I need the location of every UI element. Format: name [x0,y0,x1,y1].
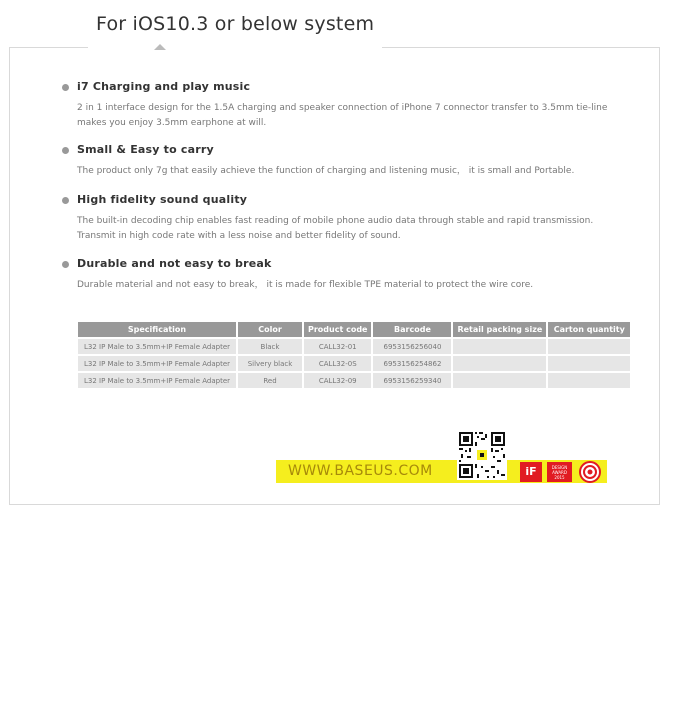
feature-description: The built-in decoding chip enables fast reading of mobile phone audio data through stable and rapid transmission. Transmit in high code rate with a less noise and better fidelity of sound. [77,216,594,241]
if-award-logo: iF [520,462,542,482]
table-cell: 6953156256040 [373,337,451,354]
bullet-icon [62,84,69,91]
reddot-award-icon [579,461,601,483]
table-cell [548,354,630,371]
website-url[interactable]: WWW.BASEUS.COM [288,463,433,479]
design-award-label: DESIGN AWARD 2015 [547,462,572,482]
table-cell: Black [238,337,302,354]
table-cell: L32 IP Male to 3.5mm+IP Female Adapter [78,337,236,354]
feature-description: The product only 7g that easily achieve the function of charging and listening music， it is small and Portable. [77,166,575,176]
table-row [78,354,630,371]
column-header: Product code [304,322,371,337]
table-cell [453,337,546,354]
column-header: Carton quantity [548,322,630,337]
table-cell: 6953156259340 [373,371,451,388]
table-cell [453,371,546,388]
column-header: Color [238,322,302,337]
page-title: For iOS10.3 or below system [96,13,375,35]
heading-wrap [88,10,382,50]
bullet-icon [62,197,69,204]
table-cell: Silvery black [238,354,302,371]
table-row [78,337,630,354]
table-cell: 6953156254862 [373,354,451,371]
table-cell: Red [238,371,302,388]
feature-title: i7 Charging and play music [77,80,251,93]
table-row [78,371,630,388]
table-cell [548,371,630,388]
table-cell [548,337,630,354]
bullet-icon [62,147,69,154]
feature-title: Durable and not easy to break [77,257,272,270]
table-cell: CALL32-01 [304,337,371,354]
column-header: Retail packing size [453,322,546,337]
bullet-icon [62,261,69,268]
table-cell [453,354,546,371]
table-cell: CALL32-09 [304,371,371,388]
feature-description: Durable material and not easy to break， it is made for flexible TPE material to protect the wire core. [77,280,534,290]
feature-title: High fidelity sound quality [77,193,248,206]
table-header-row [78,322,630,337]
specification-table [76,322,632,388]
feature-title: Small & Easy to carry [77,143,214,156]
column-header: Specification [78,322,236,337]
caret-up-icon [154,44,166,50]
column-header: Barcode [373,322,451,337]
qr-code-icon [457,430,507,480]
table-cell: L32 IP Male to 3.5mm+IP Female Adapter [78,371,236,388]
table-cell: L32 IP Male to 3.5mm+IP Female Adapter [78,354,236,371]
table-cell: CALL32-0S [304,354,371,371]
feature-description: 2 in 1 interface design for the 1.5A charging and speaker connection of iPhone 7 connector transfer to 3.5mm tie-line makes you enjoy 3.5mm earphone at will. [77,103,608,128]
